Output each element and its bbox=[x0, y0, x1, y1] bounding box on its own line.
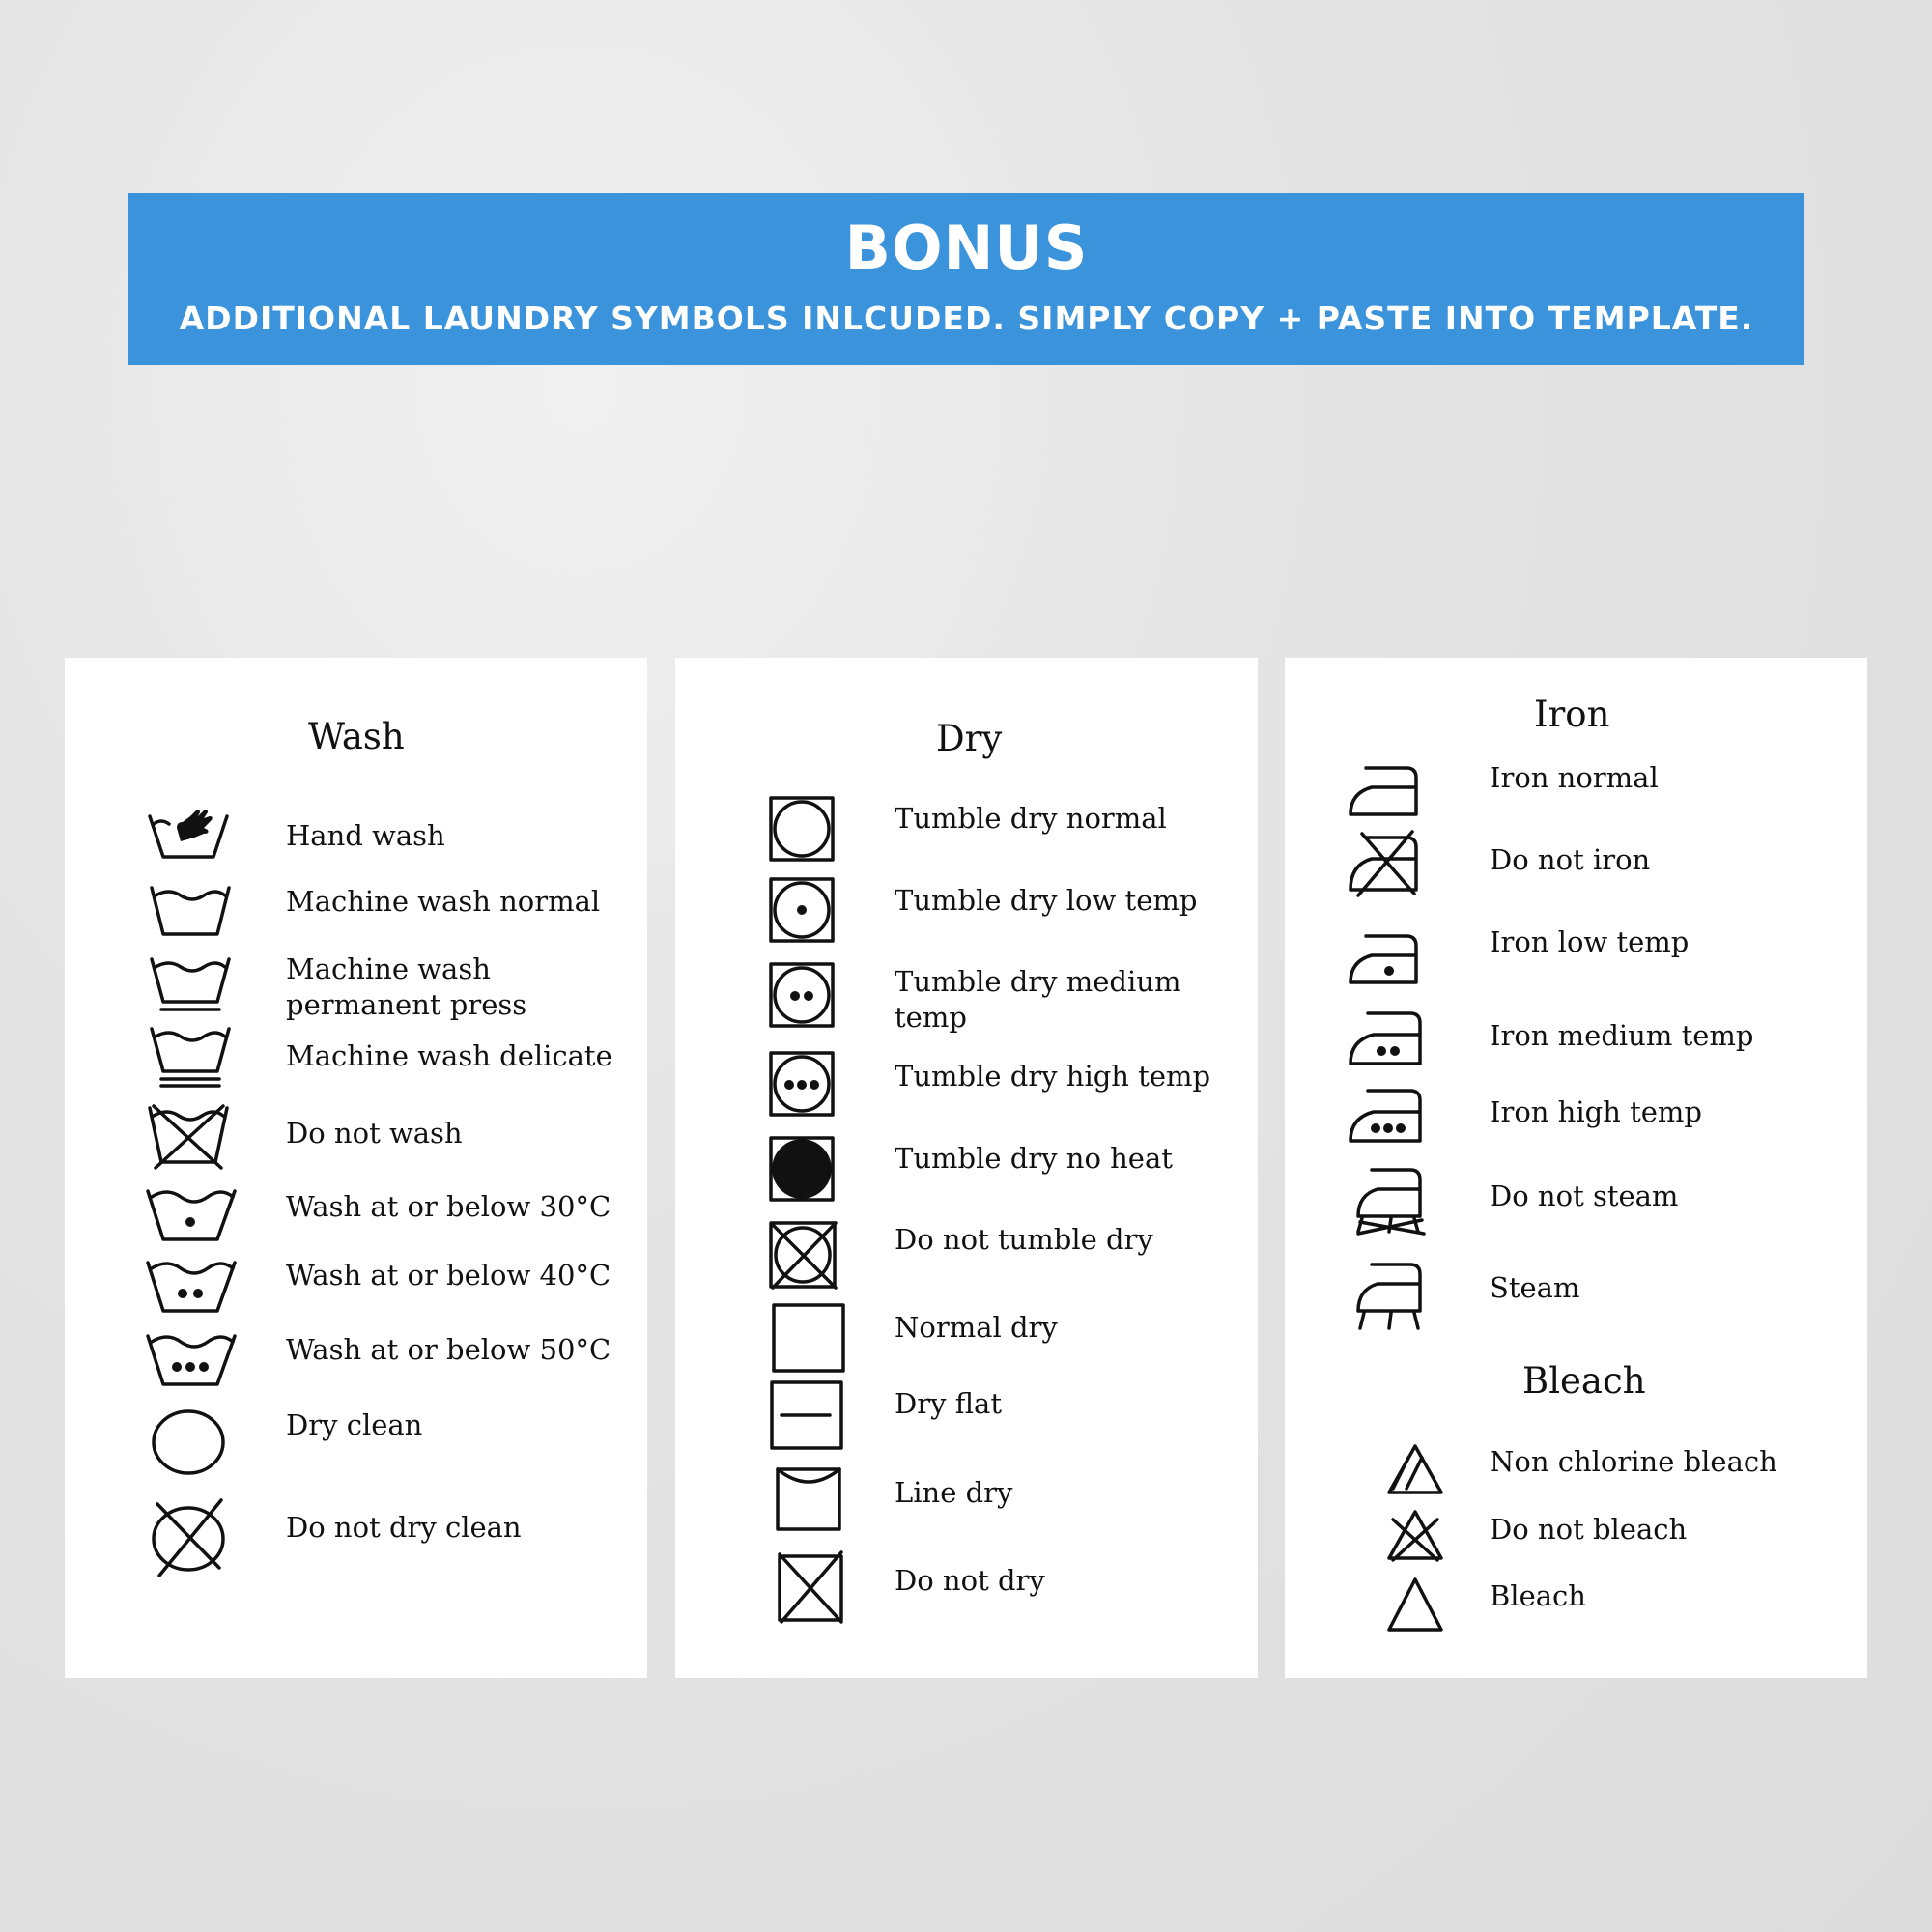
wash-item-label: Machine wash delicate bbox=[286, 1039, 612, 1072]
machine-wash-delicate-icon bbox=[150, 1025, 232, 1089]
dry-item-label-line1: Tumble dry medium bbox=[895, 965, 1181, 998]
dry-item-label: Tumble dry no heat bbox=[895, 1142, 1173, 1175]
dry-item-label: Normal dry bbox=[895, 1311, 1058, 1344]
do-not-tumble-dry-icon bbox=[768, 1220, 839, 1292]
do-not-steam-icon bbox=[1354, 1166, 1428, 1236]
iron-item-label: Steam bbox=[1490, 1271, 1580, 1304]
bleach-item-label: Non chlorine bleach bbox=[1490, 1445, 1777, 1478]
wash-item-label: Wash at or below 50°C bbox=[286, 1333, 611, 1366]
dry-item-label: Tumble dry high temp bbox=[895, 1060, 1211, 1093]
dry-item-label: Dry flat bbox=[895, 1387, 1003, 1420]
dry-item-label: Tumble dry normal bbox=[895, 802, 1167, 835]
iron-item-label: Iron low temp bbox=[1490, 925, 1690, 958]
wash-item-label-line1: Machine wash bbox=[286, 952, 491, 985]
machine-wash-normal-icon bbox=[150, 884, 232, 937]
dry-item-label: Do not dry bbox=[895, 1564, 1045, 1597]
iron-heading: Iron bbox=[1534, 694, 1610, 735]
wash-item-label: Machine wash normal bbox=[286, 885, 601, 918]
iron-item-label: Do not steam bbox=[1490, 1179, 1679, 1212]
banner-subtitle: ADDITIONAL LAUNDRY SYMBOLS INLCUDED. SIMPLY COPY + PASTE INTO TEMPLATE. bbox=[179, 299, 1754, 337]
wash-item-label: Wash at or below 30°C bbox=[286, 1190, 611, 1223]
dry-flat-icon bbox=[768, 1378, 845, 1452]
dry-clean-icon bbox=[152, 1407, 229, 1477]
wash-50-icon bbox=[146, 1328, 238, 1388]
bonus-banner bbox=[128, 193, 1804, 365]
dry-item-label: Line dry bbox=[895, 1476, 1013, 1509]
dry-card bbox=[675, 658, 1258, 1678]
hand-wash-icon bbox=[148, 803, 230, 861]
do-not-bleach-icon bbox=[1385, 1508, 1445, 1562]
wash-heading: Wash bbox=[308, 716, 405, 757]
wash-item-label: Do not wash bbox=[286, 1117, 463, 1150]
dry-item-label-line2: temp bbox=[895, 1001, 967, 1034]
iron-item-label: Iron medium temp bbox=[1490, 1019, 1754, 1052]
steam-icon bbox=[1354, 1261, 1428, 1330]
iron-item-label: Do not iron bbox=[1490, 843, 1651, 876]
bleach-heading: Bleach bbox=[1522, 1360, 1646, 1402]
wash-item-label: Dry clean bbox=[286, 1408, 423, 1441]
do-not-dry-icon bbox=[776, 1550, 845, 1624]
tumble-dry-low-icon bbox=[768, 876, 836, 944]
tumble-dry-medium-icon bbox=[768, 961, 836, 1029]
wash-item-label: Do not dry clean bbox=[286, 1511, 522, 1544]
tumble-dry-normal-icon bbox=[768, 795, 836, 863]
dry-heading: Dry bbox=[936, 718, 1003, 759]
wash-card bbox=[65, 658, 647, 1678]
wash-item-label: Wash at or below 40°C bbox=[286, 1259, 611, 1292]
iron-medium-icon bbox=[1347, 1009, 1428, 1067]
iron-low-icon bbox=[1347, 932, 1424, 986]
tumble-dry-no-heat-icon bbox=[768, 1135, 836, 1203]
wash-item-label-line2: permanent press bbox=[286, 988, 527, 1021]
do-not-wash-icon bbox=[148, 1104, 230, 1170]
tumble-dry-high-icon bbox=[768, 1050, 836, 1118]
bleach-icon bbox=[1385, 1576, 1445, 1634]
machine-wash-permanent-press-icon bbox=[150, 955, 232, 1013]
dry-item-label: Do not tumble dry bbox=[895, 1223, 1153, 1256]
iron-item-label: Iron high temp bbox=[1490, 1095, 1702, 1128]
bleach-item-label: Bleach bbox=[1490, 1579, 1586, 1612]
normal-dry-icon bbox=[770, 1301, 847, 1375]
do-not-iron-icon bbox=[1347, 830, 1424, 899]
iron-bleach-card bbox=[1285, 658, 1867, 1678]
wash-item-label: Hand wash bbox=[286, 819, 445, 852]
iron-high-icon bbox=[1347, 1087, 1428, 1145]
wash-40-icon bbox=[146, 1255, 238, 1315]
dry-item-label: Tumble dry low temp bbox=[895, 884, 1198, 917]
banner-title: BONUS bbox=[844, 213, 1089, 283]
wash-30-icon bbox=[146, 1183, 238, 1243]
bleach-item-label: Do not bleach bbox=[1490, 1513, 1688, 1546]
non-chlorine-bleach-icon bbox=[1385, 1442, 1445, 1496]
iron-normal-icon bbox=[1347, 764, 1424, 818]
do-not-dry-clean-icon bbox=[150, 1498, 229, 1577]
line-dry-icon bbox=[774, 1465, 843, 1533]
iron-item-label: Iron normal bbox=[1490, 761, 1659, 794]
